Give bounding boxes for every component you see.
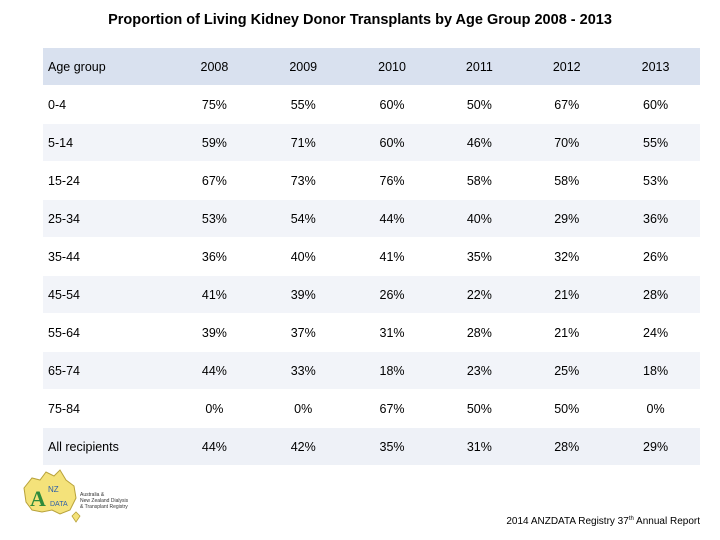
value-cell: 75% bbox=[170, 86, 259, 124]
value-cell: 0% bbox=[259, 390, 348, 428]
table-row bbox=[43, 276, 700, 314]
value-cell: 53% bbox=[170, 200, 259, 238]
footer-sup: th bbox=[628, 516, 634, 522]
value-cell: 37% bbox=[259, 314, 348, 352]
value-cell: 60% bbox=[348, 86, 437, 124]
value-cell: 53% bbox=[611, 162, 700, 200]
value-cell: 44% bbox=[348, 200, 437, 238]
header-cell: 2008 bbox=[170, 48, 259, 86]
table-row bbox=[43, 390, 700, 428]
value-cell: 35% bbox=[436, 238, 522, 276]
value-cell: 33% bbox=[259, 352, 348, 390]
value-cell: 73% bbox=[259, 162, 348, 200]
footer-citation bbox=[506, 516, 700, 527]
data-table bbox=[43, 48, 700, 466]
header-cell: 2012 bbox=[522, 48, 611, 86]
page-title: Proportion of Living Kidney Donor Transplants by Age Group 2008 - 2013 bbox=[108, 12, 612, 28]
header-cell: 2013 bbox=[611, 48, 700, 86]
header-cell: Age group bbox=[43, 48, 170, 86]
age-group-cell: 55-64 bbox=[43, 314, 170, 352]
logo-data: DATA bbox=[50, 501, 68, 508]
value-cell: 41% bbox=[170, 276, 259, 314]
value-cell: 21% bbox=[522, 276, 611, 314]
value-cell: 71% bbox=[259, 124, 348, 162]
value-cell: 46% bbox=[436, 124, 522, 162]
value-cell: 0% bbox=[611, 390, 700, 428]
value-cell: 44% bbox=[170, 352, 259, 390]
value-cell: 60% bbox=[611, 86, 700, 124]
header-cell: 2011 bbox=[436, 48, 522, 86]
value-cell: 40% bbox=[436, 200, 522, 238]
value-cell: 39% bbox=[170, 314, 259, 352]
table-row bbox=[43, 352, 700, 390]
value-cell: 50% bbox=[436, 390, 522, 428]
value-cell: 67% bbox=[348, 390, 437, 428]
footer-suffix: Annual Report bbox=[633, 516, 700, 527]
value-cell: 67% bbox=[522, 86, 611, 124]
table-header-row bbox=[43, 48, 700, 86]
age-group-cell: 0-4 bbox=[43, 86, 170, 124]
value-cell: 25% bbox=[522, 352, 611, 390]
age-group-cell: 65-74 bbox=[43, 352, 170, 390]
logo-caption-line: Australia & bbox=[80, 492, 105, 498]
table-row bbox=[43, 124, 700, 162]
value-cell: 29% bbox=[522, 200, 611, 238]
value-cell: 59% bbox=[170, 124, 259, 162]
logo-caption bbox=[80, 492, 150, 510]
value-cell: 23% bbox=[436, 352, 522, 390]
value-cell: 18% bbox=[611, 352, 700, 390]
value-cell: 42% bbox=[259, 428, 348, 466]
age-group-cell: 25-34 bbox=[43, 200, 170, 238]
value-cell: 21% bbox=[522, 314, 611, 352]
age-group-cell: 35-44 bbox=[43, 238, 170, 276]
value-cell: 67% bbox=[170, 162, 259, 200]
value-cell: 58% bbox=[436, 162, 522, 200]
logo-caption-line: & Transplant Registry bbox=[80, 504, 128, 510]
table-row bbox=[43, 428, 700, 466]
table-body bbox=[43, 86, 700, 466]
value-cell: 36% bbox=[170, 238, 259, 276]
value-cell: 26% bbox=[611, 238, 700, 276]
table-row bbox=[43, 162, 700, 200]
age-group-cell: 45-54 bbox=[43, 276, 170, 314]
value-cell: 55% bbox=[611, 124, 700, 162]
table-row bbox=[43, 86, 700, 124]
value-cell: 39% bbox=[259, 276, 348, 314]
value-cell: 31% bbox=[436, 428, 522, 466]
value-cell: 29% bbox=[611, 428, 700, 466]
value-cell: 28% bbox=[611, 276, 700, 314]
value-cell: 76% bbox=[348, 162, 437, 200]
value-cell: 50% bbox=[522, 390, 611, 428]
value-cell: 0% bbox=[170, 390, 259, 428]
value-cell: 60% bbox=[348, 124, 437, 162]
value-cell: 50% bbox=[436, 86, 522, 124]
value-cell: 26% bbox=[348, 276, 437, 314]
table-row bbox=[43, 200, 700, 238]
value-cell: 41% bbox=[348, 238, 437, 276]
value-cell: 40% bbox=[259, 238, 348, 276]
age-group-cell: 5-14 bbox=[43, 124, 170, 162]
value-cell: 28% bbox=[522, 428, 611, 466]
value-cell: 31% bbox=[348, 314, 437, 352]
value-cell: 58% bbox=[522, 162, 611, 200]
value-cell: 35% bbox=[348, 428, 437, 466]
value-cell: 54% bbox=[259, 200, 348, 238]
value-cell: 28% bbox=[436, 314, 522, 352]
header-cell: 2010 bbox=[348, 48, 437, 86]
age-group-cell: 75-84 bbox=[43, 390, 170, 428]
table-row bbox=[43, 314, 700, 352]
header-cell: 2009 bbox=[259, 48, 348, 86]
table-row bbox=[43, 238, 700, 276]
age-group-cell: 15-24 bbox=[43, 162, 170, 200]
logo-caption-line: New Zealand Dialysis bbox=[80, 498, 129, 504]
logo-a: A bbox=[30, 486, 46, 511]
value-cell: 70% bbox=[522, 124, 611, 162]
age-group-cell: All recipients bbox=[43, 428, 170, 466]
value-cell: 22% bbox=[436, 276, 522, 314]
value-cell: 36% bbox=[611, 200, 700, 238]
value-cell: 32% bbox=[522, 238, 611, 276]
value-cell: 55% bbox=[259, 86, 348, 124]
nz-map-icon bbox=[72, 512, 80, 522]
value-cell: 44% bbox=[170, 428, 259, 466]
value-cell: 24% bbox=[611, 314, 700, 352]
footer-prefix: 2014 ANZDATA Registry 37 bbox=[506, 516, 629, 527]
value-cell: 18% bbox=[348, 352, 437, 390]
logo-nz: NZ bbox=[48, 485, 59, 494]
